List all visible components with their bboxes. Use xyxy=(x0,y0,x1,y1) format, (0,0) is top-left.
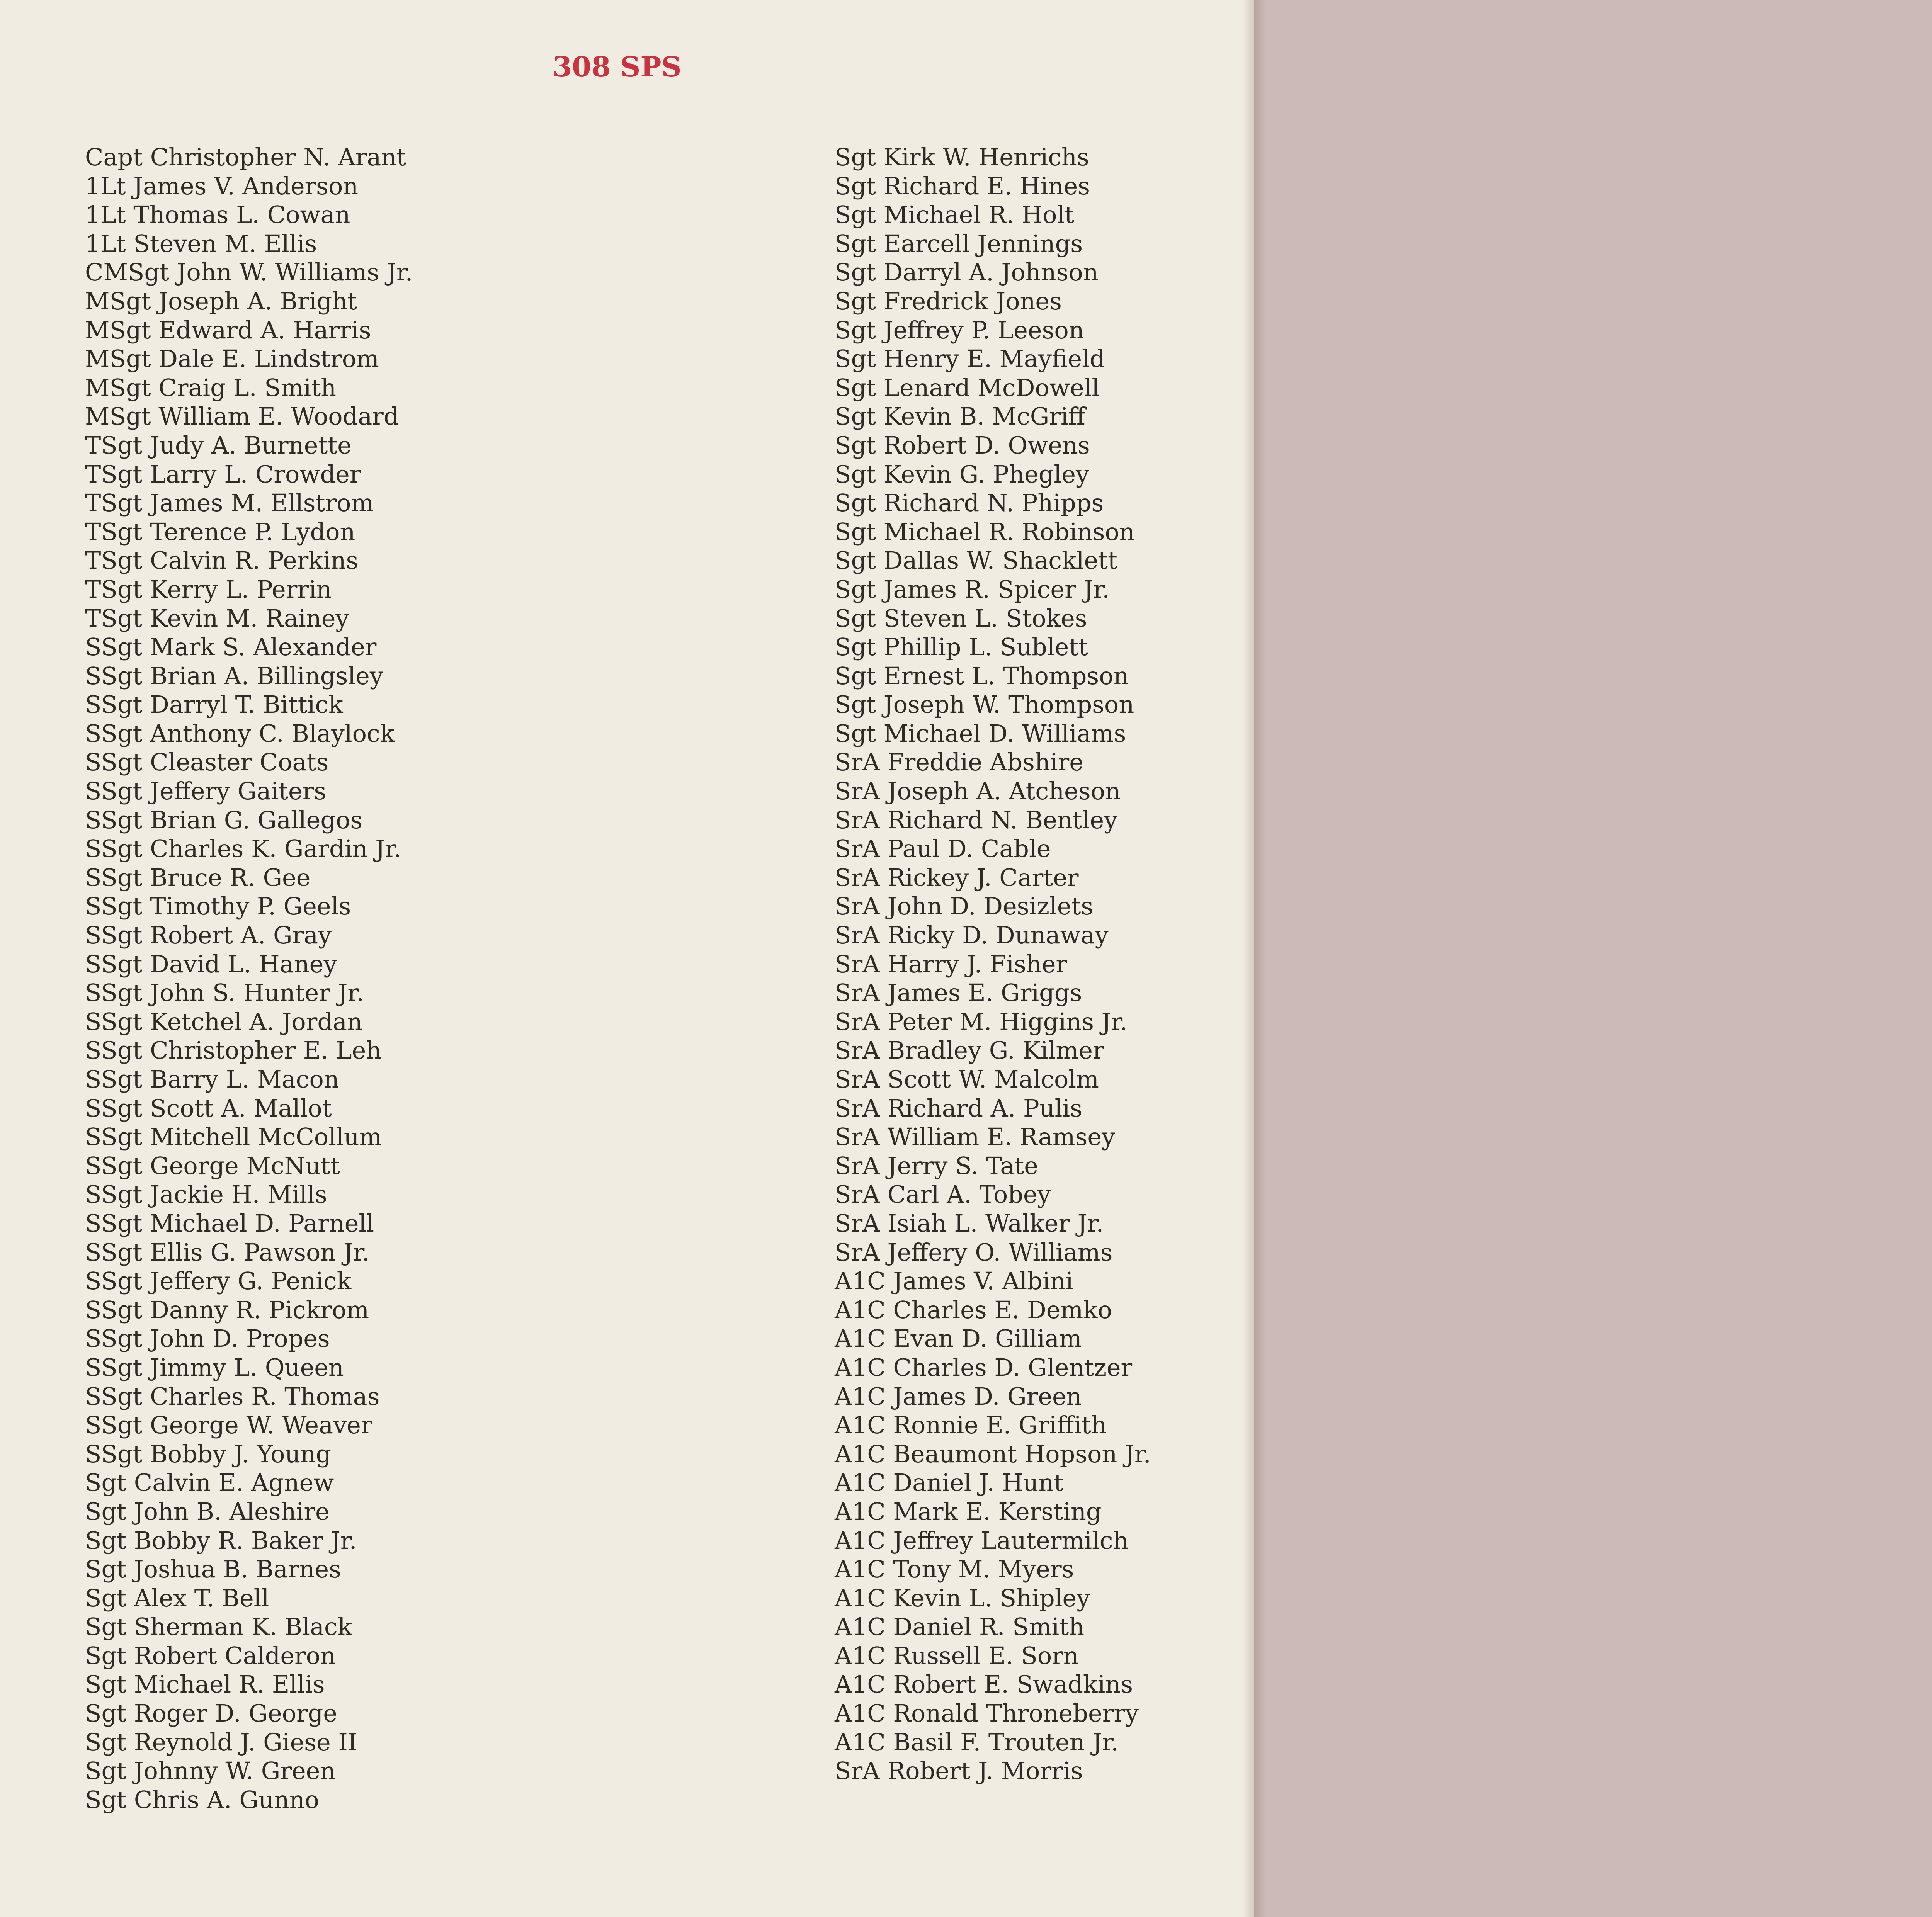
roster-entry: SSgt Michael D. Parnell xyxy=(85,1209,374,1237)
roster-entry: SrA Scott W. Malcolm xyxy=(835,1065,1099,1093)
roster-entry: 1Lt James V. Anderson xyxy=(85,172,359,200)
roster-entry: SSgt John S. Hunter Jr. xyxy=(85,979,364,1007)
roster-entry: A1C James V. Albini xyxy=(835,1267,1073,1295)
roster-entry: TSgt Kerry L. Perrin xyxy=(85,575,332,603)
roster-entry: 1Lt Thomas L. Cowan xyxy=(85,201,350,229)
roster-entry: A1C Russell E. Sorn xyxy=(835,1641,1079,1670)
roster-entry: SSgt Scott A. Mallot xyxy=(85,1094,332,1122)
roster-entry: Sgt Phillip L. Sublett xyxy=(835,633,1088,661)
roster-entry: TSgt Kevin M. Rainey xyxy=(85,604,349,632)
roster-entry: A1C Ronnie E. Griffith xyxy=(835,1411,1107,1439)
roster-entry: TSgt James M. Ellstrom xyxy=(85,489,374,517)
roster-entry: SrA Freddie Abshire xyxy=(835,748,1083,777)
roster-entry: TSgt Judy A. Burnette xyxy=(85,431,352,459)
roster-entry: A1C Robert E. Swadkins xyxy=(835,1670,1133,1699)
roster-entry: SrA Carl A. Tobey xyxy=(835,1180,1051,1209)
roster-entry: TSgt Terence P. Lydon xyxy=(85,517,355,546)
roster-entry: SSgt Brian A. Billingsley xyxy=(85,661,383,690)
roster-entry: A1C Tony M. Myers xyxy=(835,1555,1074,1584)
roster-entry: SSgt Jackie H. Mills xyxy=(85,1180,327,1209)
roster-entry: Sgt John B. Aleshire xyxy=(85,1497,330,1526)
roster-entry: Sgt Fredrick Jones xyxy=(835,287,1062,315)
roster-column-1 xyxy=(85,143,413,1814)
roster-entry: SSgt Jeffery Gaiters xyxy=(85,777,327,806)
roster-entry: SSgt George McNutt xyxy=(85,1151,340,1180)
roster-entry: SSgt Jeffery G. Penick xyxy=(85,1267,352,1295)
roster-entry: A1C Kevin L. Shipley xyxy=(835,1584,1090,1612)
roster-entry: SSgt Robert A. Gray xyxy=(85,921,332,950)
roster-entry: Sgt Jeffrey P. Leeson xyxy=(835,316,1084,344)
roster-entry: Sgt Ernest L. Thompson xyxy=(835,661,1129,690)
roster-entry: SrA Jeffery O. Williams xyxy=(835,1238,1113,1266)
roster-entry: SSgt Brian G. Gallegos xyxy=(85,806,363,834)
roster-entry: Sgt Steven L. Stokes xyxy=(835,604,1087,632)
roster-entry: A1C Daniel R. Smith xyxy=(835,1613,1085,1641)
roster-column-2 xyxy=(835,143,1151,1786)
roster-entry: SSgt Charles R. Thomas xyxy=(85,1382,380,1411)
roster-entry: Sgt Bobby R. Baker Jr. xyxy=(85,1526,357,1555)
roster-entry: SrA Paul D. Cable xyxy=(835,834,1051,863)
roster-entry: SSgt Christopher E. Leh xyxy=(85,1036,382,1065)
roster-entry: SSgt Barry L. Macon xyxy=(85,1065,339,1093)
roster-entry: Sgt Kirk W. Henrichs xyxy=(835,143,1089,171)
roster-entry: Sgt Dallas W. Shacklett xyxy=(835,546,1117,575)
roster-entry: A1C Ronald Throneberry xyxy=(835,1699,1139,1728)
roster-entry: SSgt Bobby J. Young xyxy=(85,1439,332,1468)
roster-entry: Capt Christopher N. Arant xyxy=(85,143,406,171)
roster-entry: SSgt David L. Haney xyxy=(85,950,337,978)
roster-entry: Sgt Richard N. Phipps xyxy=(835,489,1104,517)
roster-entry: TSgt Calvin R. Perkins xyxy=(85,546,359,575)
roster-entry: MSgt Joseph A. Bright xyxy=(85,287,357,315)
roster-entry: SSgt Mitchell McCollum xyxy=(85,1123,382,1151)
roster-entry: SrA Richard N. Bentley xyxy=(835,806,1118,834)
roster-entry: SSgt John D. Propes xyxy=(85,1324,330,1353)
roster-entry: SrA Bradley G. Kilmer xyxy=(835,1036,1104,1065)
roster-entry: SrA Isiah L. Walker Jr. xyxy=(835,1209,1104,1237)
roster-entry: Sgt Michael D. Williams xyxy=(835,719,1126,748)
roster-entry: A1C Basil F. Trouten Jr. xyxy=(835,1728,1119,1756)
roster-entry: Sgt Michael R. Ellis xyxy=(85,1670,325,1699)
roster-entry: Sgt Joseph W. Thompson xyxy=(835,690,1134,719)
roster-entry: A1C Charles E. Demko xyxy=(835,1295,1112,1324)
roster-entry: SrA Ricky D. Dunaway xyxy=(835,921,1109,950)
roster-entry: Sgt Chris A. Gunno xyxy=(85,1785,319,1814)
roster-entry: Sgt Darryl A. Johnson xyxy=(835,258,1099,287)
roster-entry: Sgt Richard E. Hines xyxy=(835,172,1090,200)
roster-entry: MSgt Dale E. Lindstrom xyxy=(85,345,379,373)
roster-entry: Sgt Michael R. Robinson xyxy=(835,517,1135,546)
roster-entry: A1C Charles D. Glentzer xyxy=(835,1353,1133,1382)
roster-entry: Sgt Calvin E. Agnew xyxy=(85,1468,334,1497)
roster-entry: SSgt Jimmy L. Queen xyxy=(85,1353,344,1382)
roster-entry: Sgt Robert D. Owens xyxy=(835,431,1090,459)
roster-entry: Sgt Kevin B. McGriff xyxy=(835,402,1085,431)
roster-entry: Sgt Henry E. Mayfield xyxy=(835,345,1105,373)
roster-entry: Sgt Alex T. Bell xyxy=(85,1584,269,1612)
roster-entry: Sgt Robert Calderon xyxy=(85,1641,336,1670)
roster-entry: SSgt Darryl T. Bittick xyxy=(85,690,343,719)
roster-entry: SrA Harry J. Fisher xyxy=(835,950,1068,978)
roster-entry: CMSgt John W. Williams Jr. xyxy=(85,258,413,287)
roster-entry: A1C Mark E. Kersting xyxy=(835,1497,1102,1526)
roster-entry: SrA Richard A. Pulis xyxy=(835,1094,1083,1122)
roster-entry: SrA Jerry S. Tate xyxy=(835,1151,1038,1180)
roster-entry: Sgt Roger D. George xyxy=(85,1699,337,1728)
roster-entry: SrA James E. Griggs xyxy=(835,979,1082,1007)
roster-entry: SrA William E. Ramsey xyxy=(835,1123,1116,1151)
roster-entry: SSgt Timothy P. Geels xyxy=(85,892,351,921)
section-title: 308 SPS xyxy=(553,50,682,83)
roster-entry: SSgt Mark S. Alexander xyxy=(85,633,377,661)
roster-entry: SrA Joseph A. Atcheson xyxy=(835,777,1121,806)
right-page xyxy=(1254,0,1932,1917)
page-gutter xyxy=(1242,0,1265,1917)
roster-entry: A1C Evan D. Gilliam xyxy=(835,1324,1082,1353)
roster-entry: SSgt Anthony C. Blaylock xyxy=(85,719,395,748)
roster-entry: SrA John D. Desizlets xyxy=(835,892,1094,921)
roster-entry: Sgt Reynold J. Giese II xyxy=(85,1728,357,1756)
roster-entry: Sgt Michael R. Holt xyxy=(835,201,1075,229)
roster-entry: Sgt Sherman K. Black xyxy=(85,1613,352,1641)
roster-entry: SSgt Bruce R. Gee xyxy=(85,863,311,892)
roster-entry: Sgt Johnny W. Green xyxy=(85,1757,336,1785)
roster-entry: SSgt George W. Weaver xyxy=(85,1411,372,1439)
roster-entry: Sgt James R. Spicer Jr. xyxy=(835,575,1110,603)
roster-entry: A1C Jeffrey Lautermilch xyxy=(835,1526,1129,1555)
roster-entry: SSgt Danny R. Pickrom xyxy=(85,1295,369,1324)
roster-entry: SrA Peter M. Higgins Jr. xyxy=(835,1007,1128,1036)
roster-entry: 1Lt Steven M. Ellis xyxy=(85,229,317,258)
roster-entry: Sgt Joshua B. Barnes xyxy=(85,1555,341,1584)
roster-entry: Sgt Lenard McDowell xyxy=(835,373,1100,402)
roster-entry: MSgt Edward A. Harris xyxy=(85,316,371,344)
roster-entry: TSgt Larry L. Crowder xyxy=(85,460,361,488)
roster-entry: MSgt William E. Woodard xyxy=(85,402,399,431)
roster-entry: Sgt Earcell Jennings xyxy=(835,229,1083,258)
roster-entry: MSgt Craig L. Smith xyxy=(85,373,337,402)
roster-entry: SrA Rickey J. Carter xyxy=(835,863,1079,892)
roster-entry: SSgt Ellis G. Pawson Jr. xyxy=(85,1238,370,1266)
roster-entry: SSgt Ketchel A. Jordan xyxy=(85,1007,362,1036)
roster-entry: Sgt Kevin G. Phegley xyxy=(835,460,1089,488)
roster-entry: SrA Robert J. Morris xyxy=(835,1757,1083,1785)
roster-entry: A1C James D. Green xyxy=(835,1382,1082,1411)
roster-entry: SSgt Cleaster Coats xyxy=(85,748,329,777)
roster-entry: A1C Daniel J. Hunt xyxy=(835,1468,1064,1497)
roster-entry: A1C Beaumont Hopson Jr. xyxy=(835,1439,1151,1468)
roster-entry: SSgt Charles K. Gardin Jr. xyxy=(85,834,401,863)
